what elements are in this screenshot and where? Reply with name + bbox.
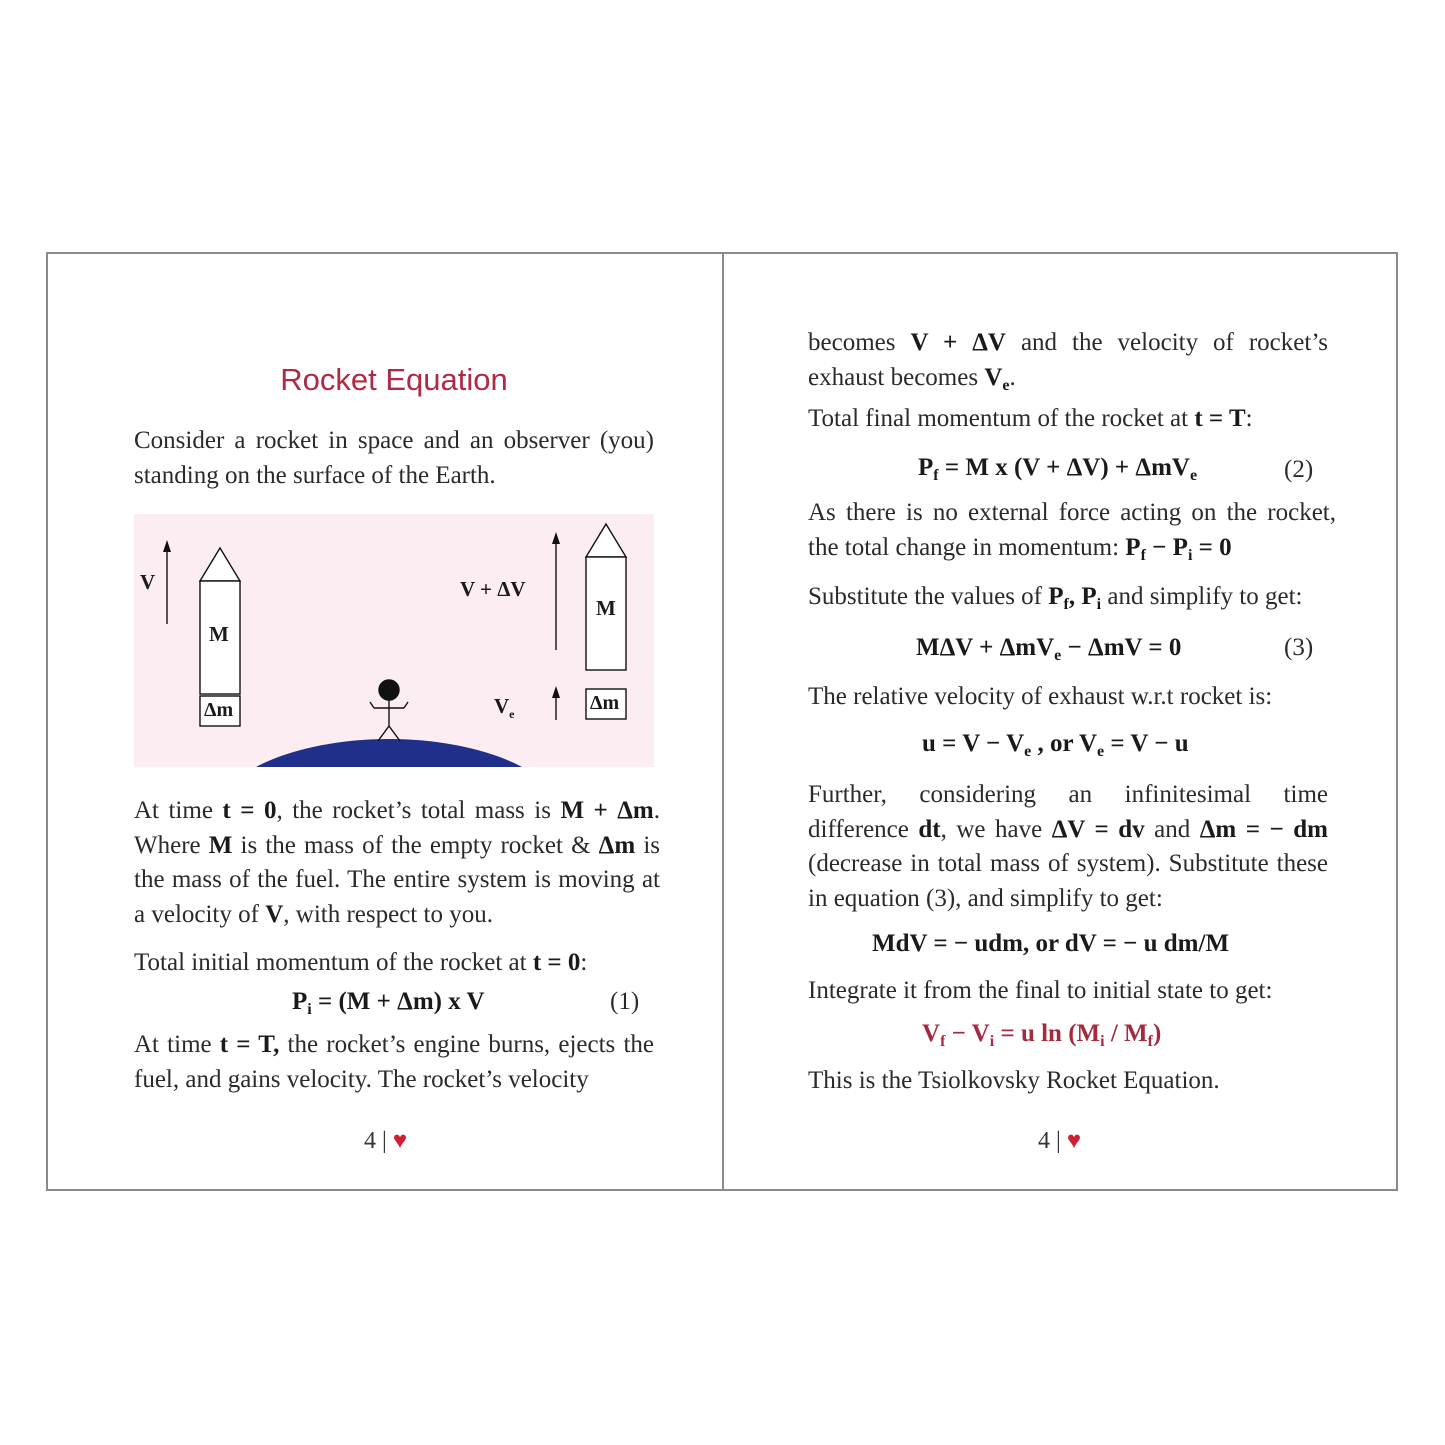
page-number-left: 4 | ♥ [364, 1128, 408, 1154]
label-mass-1: M [209, 622, 229, 646]
equation-2-number: (2) [1284, 456, 1314, 483]
page-number-right: 4 | ♥ [1038, 1128, 1082, 1154]
earth-surface [214, 739, 564, 767]
left-page [48, 254, 722, 1189]
page-title: Rocket Equation [280, 362, 508, 397]
intro-paragraph: Consider a rocket in space and an observer (you) standing on the surface of the Earth. [134, 427, 654, 489]
heart-icon: ♥ [392, 1128, 408, 1154]
label-exhaust-velocity: $V_e$ [494, 694, 515, 721]
substitute-paragraph: Substitute the values of $P_f$, $P_i$ and simplify to get: [808, 583, 1303, 613]
equation-1-number: (1) [610, 988, 640, 1015]
equation-2: $P_f = M$ x (V + ΔV) + ΔmV$_e$ [918, 454, 1198, 484]
equation-3-number: (3) [1284, 634, 1314, 661]
velocity-arrow-final [552, 532, 560, 650]
label-v-plus-dv: V + ΔV [460, 577, 526, 601]
velocity-arrow-initial [163, 540, 171, 624]
initial-momentum-heading: Total initial momentum of the rocket at t = 0: [134, 949, 588, 976]
label-fuel-2: Δm [590, 692, 620, 714]
equation-1: $P_i = (M + \Delta m)$ x V [292, 988, 485, 1018]
integrate-heading: Integrate it from the final to initial state to get: [808, 977, 1273, 1004]
equation-5: MdV = − udm, or dV = − u dm/M [872, 930, 1230, 957]
final-momentum-heading: Total final momentum of the rocket at t = T: [808, 405, 1253, 432]
label-fuel-1: Δm [204, 699, 234, 721]
label-v: V [140, 570, 156, 594]
rocket-diagram [134, 514, 654, 767]
book-spread [46, 252, 1398, 1191]
label-mass-2: M [596, 596, 616, 620]
conservation-paragraph: As there is no external force acting on the rocket, the total change in momentum: $P_f - P_i = 0$ [808, 499, 1336, 564]
burn-paragraph: At time t = T, the rocket’s engine burns, ejects the fuel, and gains velocity. The rocket’s velocity [134, 1031, 654, 1093]
infinitesimal-paragraph: Further, considering an infinitesimal time difference dt, we have ΔV = dv and Δm = − dm (decrease in total mass of system). Substitute these in equation (3), and simplify to get: [808, 781, 1328, 912]
rocket-final [586, 524, 626, 719]
mass-paragraph: At time t = 0, the rocket’s total mass is M + Δm. Where M is the mass of the empty rocket & Δm is the mass of the fuel. The entire system is moving at a velocity of V, with respect to you. [134, 797, 661, 928]
final-rocket-equation: $V_f - V_i = u$ $\ln (M_i / M_f)$ [922, 1020, 1162, 1050]
continuation-paragraph: becomes V + ΔV and the velocity of rocket’s exhaust becomes $V_e$. [808, 329, 1328, 394]
equation-3: MΔV + ΔmV$_e$ − ΔmV = 0 [916, 634, 1182, 664]
exhaust-velocity-arrow [552, 686, 560, 720]
equation-4: $u = V - V_e$ , or $V_e = V - u$ [922, 730, 1189, 760]
relative-velocity-heading: The relative velocity of exhaust w.r.t rocket is: [808, 683, 1273, 710]
heart-icon: ♥ [1066, 1128, 1082, 1154]
right-page [724, 254, 1398, 1189]
observer-figure [370, 680, 408, 741]
closing-line: This is the Tsiolkovsky Rocket Equation. [808, 1067, 1220, 1094]
